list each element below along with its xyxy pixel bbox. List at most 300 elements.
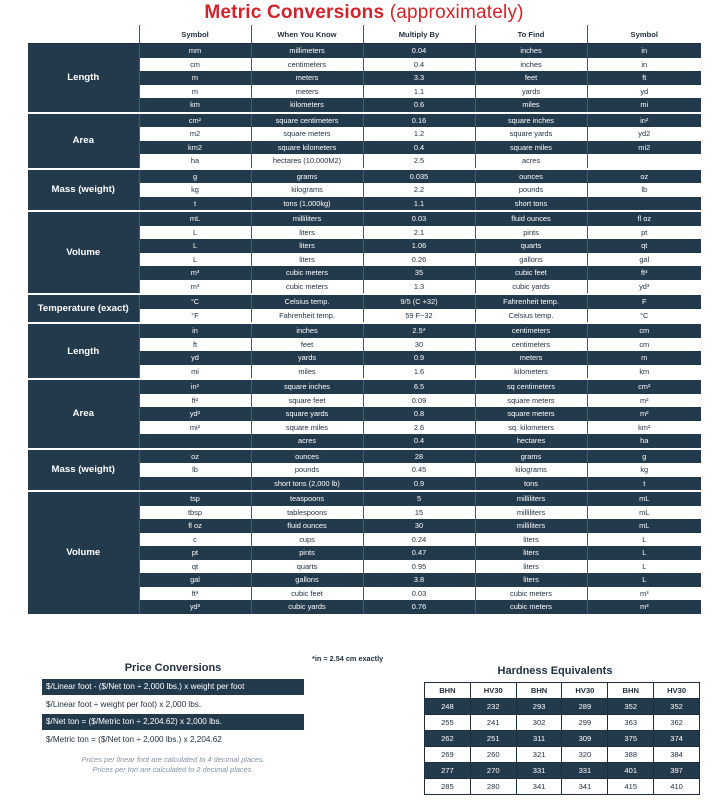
title-main: Metric Conversions bbox=[204, 2, 385, 23]
table-cell: grams bbox=[251, 169, 363, 184]
table-cell: gallons bbox=[251, 573, 363, 587]
table-cell: L bbox=[139, 253, 251, 267]
hardness-header: BHN bbox=[516, 683, 562, 699]
table-cell: 1.6 bbox=[363, 365, 475, 380]
footnote: *in = 2.54 cm exactly bbox=[312, 654, 384, 663]
table-cell: 1.1 bbox=[363, 85, 475, 99]
table-cell: square feet bbox=[251, 394, 363, 408]
table-cell: milliliters bbox=[475, 506, 587, 520]
table-cell: in bbox=[587, 58, 701, 72]
table-cell: inches bbox=[251, 323, 363, 338]
table-cell: 0.035 bbox=[363, 169, 475, 184]
category-label: Volume bbox=[28, 211, 139, 294]
table-cell: L bbox=[587, 573, 701, 587]
hardness-cell: 241 bbox=[470, 715, 516, 731]
hardness-row bbox=[425, 763, 700, 779]
price-row: $/Linear foot - ($/Net ton ÷ 2,000 lbs.) x weight per foot bbox=[42, 679, 304, 695]
table-cell: L bbox=[587, 560, 701, 574]
table-cell: centimeters bbox=[251, 58, 363, 72]
hardness-cell: 384 bbox=[654, 747, 700, 763]
table-cell: ft² bbox=[139, 394, 251, 408]
hardness-cell: 299 bbox=[562, 715, 608, 731]
table-cell: cups bbox=[251, 533, 363, 547]
hardness-row bbox=[425, 731, 700, 747]
table-cell: square miles bbox=[475, 141, 587, 155]
table-cell: ft³ bbox=[139, 587, 251, 601]
table-cell: mi² bbox=[139, 421, 251, 435]
hardness-cell: 363 bbox=[608, 715, 654, 731]
table-cell: cm bbox=[587, 338, 701, 352]
table-cell: ounces bbox=[251, 449, 363, 464]
table-cell: square meters bbox=[475, 394, 587, 408]
table-cell: feet bbox=[475, 71, 587, 85]
table-cell: milliliters bbox=[475, 519, 587, 533]
table-cell: cubic meters bbox=[475, 600, 587, 615]
table-cell: ha bbox=[587, 434, 701, 449]
table-cell: yd³ bbox=[139, 600, 251, 615]
hardness-cell: 415 bbox=[608, 779, 654, 795]
table-cell: c bbox=[139, 533, 251, 547]
table-cell: km bbox=[587, 365, 701, 380]
table-cell: m2 bbox=[139, 127, 251, 141]
table-cell: Fahrenheit temp. bbox=[251, 309, 363, 324]
table-cell: m² bbox=[587, 394, 701, 408]
table-cell: 30 bbox=[363, 519, 475, 533]
category-label: Area bbox=[28, 379, 139, 449]
category-label: Mass (weight) bbox=[28, 449, 139, 492]
table-cell: Fahrenheit temp. bbox=[475, 294, 587, 309]
table-cell: pounds bbox=[251, 463, 363, 477]
hardness-cell: 232 bbox=[470, 699, 516, 715]
table-cell: lb bbox=[587, 183, 701, 197]
table-cell: 3.8 bbox=[363, 573, 475, 587]
group-2 bbox=[28, 169, 701, 212]
table-cell: kilograms bbox=[251, 183, 363, 197]
table-cell: quarts bbox=[475, 239, 587, 253]
column-header: Multiply By bbox=[363, 25, 475, 44]
table-cell: miles bbox=[475, 98, 587, 113]
table-cell: 6.5 bbox=[363, 379, 475, 394]
group-1 bbox=[28, 113, 701, 169]
table-cell: fl oz bbox=[587, 211, 701, 226]
table-cell: km bbox=[139, 98, 251, 113]
table-cell: 1.2 bbox=[363, 127, 475, 141]
table-cell: short tons bbox=[475, 197, 587, 212]
hardness-cell: 352 bbox=[608, 699, 654, 715]
table-cell: yd² bbox=[139, 407, 251, 421]
table-cell: m bbox=[139, 85, 251, 99]
table-cell: L bbox=[139, 239, 251, 253]
table-cell bbox=[587, 197, 701, 212]
table-cell: 9/5 (C +32) bbox=[363, 294, 475, 309]
hardness-cell: 280 bbox=[470, 779, 516, 795]
table-cell: gal bbox=[587, 253, 701, 267]
table-row bbox=[28, 379, 701, 394]
table-row bbox=[28, 323, 701, 338]
table-cell: mL bbox=[587, 519, 701, 533]
table-cell: 3.3 bbox=[363, 71, 475, 85]
title-sub: (approximately) bbox=[389, 2, 524, 23]
table-cell: milliliters bbox=[251, 211, 363, 226]
table-cell: km² bbox=[587, 421, 701, 435]
table-cell bbox=[139, 434, 251, 449]
price-row: $/Net ton = ($/Metric ton ÷ 2,204.62) x 2,000 lbs. bbox=[42, 714, 304, 730]
table-cell: 0.16 bbox=[363, 113, 475, 128]
group-3 bbox=[28, 211, 701, 294]
hardness-header-row bbox=[425, 683, 700, 699]
table-cell: cubic yards bbox=[475, 280, 587, 295]
table-cell: square meters bbox=[251, 127, 363, 141]
table-cell: L bbox=[587, 546, 701, 560]
table-cell: 0.03 bbox=[363, 587, 475, 601]
table-cell: tsp bbox=[139, 491, 251, 506]
table-cell: inches bbox=[475, 44, 587, 58]
hardness-cell: 401 bbox=[608, 763, 654, 779]
table-cell: 1.06 bbox=[363, 239, 475, 253]
table-cell: 0.09 bbox=[363, 394, 475, 408]
hardness-cell: 374 bbox=[654, 731, 700, 747]
table-row bbox=[28, 294, 701, 309]
table-cell: °C bbox=[587, 309, 701, 324]
table-cell: 1.1 bbox=[363, 197, 475, 212]
table-cell: 0.45 bbox=[363, 463, 475, 477]
table-cell: liters bbox=[475, 573, 587, 587]
table-cell: cubic meters bbox=[251, 266, 363, 280]
category-header bbox=[28, 25, 139, 44]
table-cell: in² bbox=[139, 379, 251, 394]
table-cell: hectares bbox=[475, 434, 587, 449]
hardness-cell: 375 bbox=[608, 731, 654, 747]
hardness-cell: 309 bbox=[562, 731, 608, 747]
hardness-cell: 311 bbox=[516, 731, 562, 747]
table-cell: mi2 bbox=[587, 141, 701, 155]
table-cell: liters bbox=[475, 560, 587, 574]
group-6 bbox=[28, 379, 701, 449]
table-cell: Celsius temp. bbox=[251, 294, 363, 309]
table-cell: fl oz bbox=[139, 519, 251, 533]
table-cell: kilometers bbox=[251, 98, 363, 113]
table-cell: m³ bbox=[139, 266, 251, 280]
table-row bbox=[28, 449, 701, 464]
table-row bbox=[28, 44, 701, 58]
column-header: Symbol bbox=[139, 25, 251, 44]
hardness-title: Hardness Equivalents bbox=[497, 665, 613, 677]
table-cell: cubic feet bbox=[475, 266, 587, 280]
column-header: When You Know bbox=[251, 25, 363, 44]
table-cell: yd³ bbox=[587, 280, 701, 295]
category-label: Length bbox=[28, 44, 139, 113]
table-cell: cm² bbox=[139, 113, 251, 128]
hardness-header: HV30 bbox=[562, 683, 608, 699]
table-cell: fluid ounces bbox=[251, 519, 363, 533]
table-cell: 0.47 bbox=[363, 546, 475, 560]
table-cell: 2.5* bbox=[363, 323, 475, 338]
table-cell: tbsp bbox=[139, 506, 251, 520]
table-cell bbox=[139, 477, 251, 492]
table-cell: yards bbox=[251, 351, 363, 365]
hardness-cell: 255 bbox=[425, 715, 471, 731]
hardness-row bbox=[425, 747, 700, 763]
table-cell: yd bbox=[139, 351, 251, 365]
table-cell: short tons (2,000 lb) bbox=[251, 477, 363, 492]
table-cell: 2.2 bbox=[363, 183, 475, 197]
table-cell: m² bbox=[587, 407, 701, 421]
table-cell: centimeters bbox=[475, 338, 587, 352]
category-label: Temperature (exact) bbox=[28, 294, 139, 323]
table-cell: 0.04 bbox=[363, 44, 475, 58]
table-cell: qt bbox=[139, 560, 251, 574]
table-cell: ounces bbox=[475, 169, 587, 184]
table-cell: tons (1,000kg) bbox=[251, 197, 363, 212]
table-cell: square centimeters bbox=[251, 113, 363, 128]
table-cell: t bbox=[139, 197, 251, 212]
table-cell: in bbox=[587, 44, 701, 58]
table-cell: meters bbox=[475, 351, 587, 365]
table-row bbox=[28, 113, 701, 128]
category-label: Length bbox=[28, 323, 139, 379]
table-cell: cm² bbox=[587, 379, 701, 394]
column-header: Symbol bbox=[587, 25, 701, 44]
table-cell: 35 bbox=[363, 266, 475, 280]
hardness-cell: 321 bbox=[516, 747, 562, 763]
table-cell: liters bbox=[251, 239, 363, 253]
table-row bbox=[28, 211, 701, 226]
table-cell: F bbox=[587, 294, 701, 309]
category-label: Mass (weight) bbox=[28, 169, 139, 212]
table-cell: liters bbox=[475, 546, 587, 560]
table-cell: mi bbox=[139, 365, 251, 380]
group-7 bbox=[28, 449, 701, 492]
table-cell: 0.4 bbox=[363, 141, 475, 155]
table-cell: gal bbox=[139, 573, 251, 587]
price-conversions-title: Price Conversions bbox=[124, 662, 222, 674]
table-cell: 0.03 bbox=[363, 211, 475, 226]
column-header: To Find bbox=[475, 25, 587, 44]
table-cell: yd bbox=[587, 85, 701, 99]
table-cell: 0.8 bbox=[363, 407, 475, 421]
hardness-cell: 388 bbox=[608, 747, 654, 763]
table-cell: g bbox=[587, 449, 701, 464]
hardness-row bbox=[425, 699, 700, 715]
table-cell: 0.4 bbox=[363, 434, 475, 449]
table-cell: square kilometers bbox=[251, 141, 363, 155]
table-cell: 1.3 bbox=[363, 280, 475, 295]
table-cell: kg bbox=[587, 463, 701, 477]
table-cell: hectares (10,000M2) bbox=[251, 154, 363, 169]
conversion-table bbox=[28, 25, 701, 616]
price-note: Prices per ton are calculated to 2 decimal places. bbox=[92, 765, 254, 774]
table-cell: 59 F−32 bbox=[363, 309, 475, 324]
header-row bbox=[28, 25, 701, 44]
table-cell: teaspoons bbox=[251, 491, 363, 506]
table-cell: meters bbox=[251, 85, 363, 99]
category-label: Volume bbox=[28, 491, 139, 615]
hardness-header: BHN bbox=[425, 683, 471, 699]
table-cell bbox=[587, 154, 701, 169]
table-cell: mm bbox=[139, 44, 251, 58]
table-cell: square meters bbox=[475, 407, 587, 421]
table-cell: t bbox=[587, 477, 701, 492]
table-cell: pounds bbox=[475, 183, 587, 197]
table-cell: 30 bbox=[363, 338, 475, 352]
table-cell: liters bbox=[251, 253, 363, 267]
hardness-row bbox=[425, 779, 700, 795]
table-cell: °F bbox=[139, 309, 251, 324]
table-cell: L bbox=[139, 226, 251, 240]
page-title bbox=[0, 2, 728, 24]
table-cell: miles bbox=[251, 365, 363, 380]
table-row bbox=[28, 169, 701, 184]
hardness-cell: 410 bbox=[654, 779, 700, 795]
hardness-cell: 260 bbox=[470, 747, 516, 763]
table-cell: oz bbox=[587, 169, 701, 184]
table-cell: liters bbox=[475, 533, 587, 547]
table-cell: mL bbox=[139, 211, 251, 226]
category-label: Area bbox=[28, 113, 139, 169]
table-cell: sq. kilometers bbox=[475, 421, 587, 435]
table-cell: kg bbox=[139, 183, 251, 197]
table-cell: cubic meters bbox=[475, 587, 587, 601]
table-cell: mL bbox=[587, 491, 701, 506]
hardness-cell: 251 bbox=[470, 731, 516, 747]
table-cell: m bbox=[139, 71, 251, 85]
table-cell: tons bbox=[475, 477, 587, 492]
table-cell: yards bbox=[475, 85, 587, 99]
table-cell: mi bbox=[587, 98, 701, 113]
table-cell: qt bbox=[587, 239, 701, 253]
table-cell: ft³ bbox=[587, 266, 701, 280]
table-cell: cm bbox=[139, 58, 251, 72]
table-cell: 0.4 bbox=[363, 58, 475, 72]
group-0 bbox=[28, 44, 701, 113]
table-cell: millimeters bbox=[251, 44, 363, 58]
hardness-cell: 341 bbox=[516, 779, 562, 795]
hardness-cell: 331 bbox=[516, 763, 562, 779]
table-cell: yd2 bbox=[587, 127, 701, 141]
hardness-header: BHN bbox=[608, 683, 654, 699]
table-cell: cubic yards bbox=[251, 600, 363, 615]
table-cell: 0.9 bbox=[363, 351, 475, 365]
table-cell: 0.24 bbox=[363, 533, 475, 547]
table-cell: ft bbox=[139, 338, 251, 352]
table-cell: °C bbox=[139, 294, 251, 309]
table-cell: square inches bbox=[475, 113, 587, 128]
hardness-cell: 262 bbox=[425, 731, 471, 747]
table-cell: m bbox=[587, 351, 701, 365]
table-cell: 0.6 bbox=[363, 98, 475, 113]
table-cell: sq centimeters bbox=[475, 379, 587, 394]
table-cell: pints bbox=[475, 226, 587, 240]
table-cell: milliliters bbox=[475, 491, 587, 506]
group-4 bbox=[28, 294, 701, 323]
table-cell: pt bbox=[587, 226, 701, 240]
table-cell: ha bbox=[139, 154, 251, 169]
table-cell: 0.95 bbox=[363, 560, 475, 574]
table-cell: 2.1 bbox=[363, 226, 475, 240]
table-cell: kilograms bbox=[475, 463, 587, 477]
hardness-table bbox=[424, 682, 700, 795]
table-cell: square yards bbox=[251, 407, 363, 421]
table-cell: inches bbox=[475, 58, 587, 72]
price-row: $/Metric ton = ($/Net ton ÷ 2,000 lbs.) x 2,204.62 bbox=[42, 732, 304, 748]
group-5 bbox=[28, 323, 701, 379]
table-cell: square inches bbox=[251, 379, 363, 394]
hardness-cell: 352 bbox=[654, 699, 700, 715]
table-cell: ft bbox=[587, 71, 701, 85]
table-cell: pints bbox=[251, 546, 363, 560]
table-cell: km2 bbox=[139, 141, 251, 155]
group-8 bbox=[28, 491, 701, 615]
table-cell: liters bbox=[251, 226, 363, 240]
hardness-row bbox=[425, 715, 700, 731]
table-cell: m³ bbox=[587, 600, 701, 615]
table-cell: grams bbox=[475, 449, 587, 464]
table-row bbox=[28, 491, 701, 506]
hardness-cell: 331 bbox=[562, 763, 608, 779]
table-cell: 2.6 bbox=[363, 421, 475, 435]
table-cell: m³ bbox=[587, 587, 701, 601]
hardness-header: HV30 bbox=[654, 683, 700, 699]
table-cell: lb bbox=[139, 463, 251, 477]
table-cell: centimeters bbox=[475, 323, 587, 338]
table-cell: g bbox=[139, 169, 251, 184]
hardness-header: HV30 bbox=[470, 683, 516, 699]
hardness-cell: 285 bbox=[425, 779, 471, 795]
table-cell: mL bbox=[587, 506, 701, 520]
price-note: Prices per linear foot are calculated to 4 decimal places. bbox=[81, 755, 265, 764]
table-cell: acres bbox=[251, 434, 363, 449]
table-cell: in² bbox=[587, 113, 701, 128]
table-cell: in bbox=[139, 323, 251, 338]
table-cell: tablespoons bbox=[251, 506, 363, 520]
table-cell: 15 bbox=[363, 506, 475, 520]
table-cell: quarts bbox=[251, 560, 363, 574]
table-cell: Celsius temp. bbox=[475, 309, 587, 324]
table-cell: 5 bbox=[363, 491, 475, 506]
table-cell: L bbox=[587, 533, 701, 547]
hardness-cell: 293 bbox=[516, 699, 562, 715]
table-cell: square yards bbox=[475, 127, 587, 141]
hardness-cell: 289 bbox=[562, 699, 608, 715]
table-cell: gallons bbox=[475, 253, 587, 267]
table-cell: cubic feet bbox=[251, 587, 363, 601]
table-cell: kilometers bbox=[475, 365, 587, 380]
table-cell: 0.26 bbox=[363, 253, 475, 267]
table-cell: cubic meters bbox=[251, 280, 363, 295]
table-cell: cm bbox=[587, 323, 701, 338]
hardness-cell: 320 bbox=[562, 747, 608, 763]
table-cell: acres bbox=[475, 154, 587, 169]
hardness-cell: 269 bbox=[425, 747, 471, 763]
table-cell: feet bbox=[251, 338, 363, 352]
price-row: $/Linear foot ÷ weight per foot) x 2,000 lbs. bbox=[42, 697, 304, 713]
table-cell: meters bbox=[251, 71, 363, 85]
table-cell: pt bbox=[139, 546, 251, 560]
table-cell: 28 bbox=[363, 449, 475, 464]
hardness-cell: 341 bbox=[562, 779, 608, 795]
table-cell: m³ bbox=[139, 280, 251, 295]
table-cell: 2.5 bbox=[363, 154, 475, 169]
hardness-cell: 397 bbox=[654, 763, 700, 779]
hardness-cell: 270 bbox=[470, 763, 516, 779]
hardness-cell: 302 bbox=[516, 715, 562, 731]
hardness-cell: 248 bbox=[425, 699, 471, 715]
table-cell: fluid ounces bbox=[475, 211, 587, 226]
table-cell: square miles bbox=[251, 421, 363, 435]
hardness-cell: 277 bbox=[425, 763, 471, 779]
hardness-cell: 362 bbox=[654, 715, 700, 731]
table-cell: oz bbox=[139, 449, 251, 464]
